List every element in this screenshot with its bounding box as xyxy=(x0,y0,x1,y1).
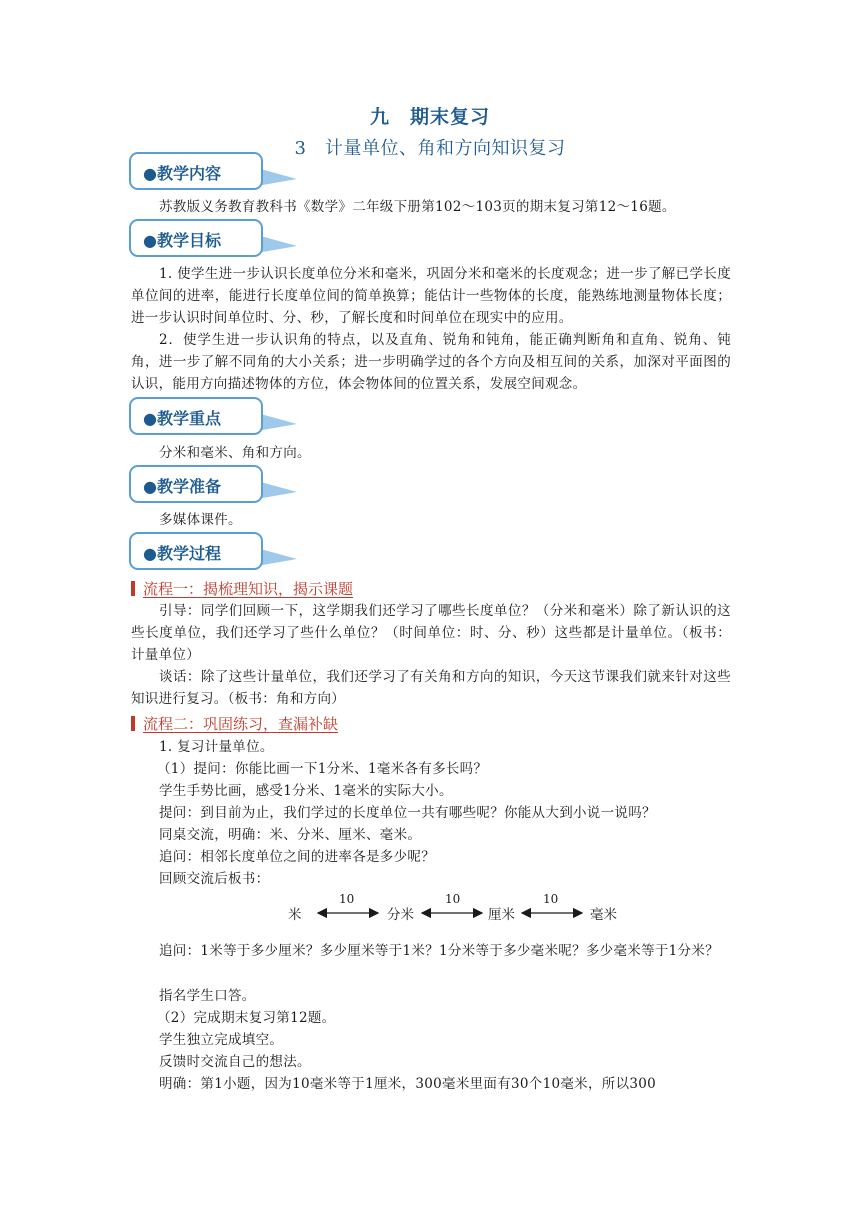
flow2-line: （1）提问：你能比画一下1分米、1毫米各有多长吗？ xyxy=(157,761,488,777)
flow2-line: 同桌交流，明确：米、分米、厘米、毫米。 xyxy=(159,827,422,843)
flow-title: 流程一：揭梳理知识，揭示课题 xyxy=(143,580,354,598)
flow-title: 流程二：巩固练习，查漏补缺 xyxy=(143,715,339,733)
flow2-line: 学生独立完成填空。 xyxy=(159,1032,284,1048)
flow-marker xyxy=(131,581,135,596)
flow2-line: 回顾交流后板书： xyxy=(159,871,270,887)
unit-label: 毫米 xyxy=(590,907,617,923)
section-title: ●教学准备 xyxy=(143,477,221,496)
goal-paragraph-2: 2．使学生进一步认识角的特点，以及直角、锐角和钝角，能正确判断角和直角、锐角、钝角，进一步了解不同角的大小关系；进一步明确学过的各个方向及相互间的关系，加深对平面图的认识，能用方向描述物体的方位，体会物体间的位置关系，发展空间观念。 xyxy=(131,332,731,392)
section-title: ●教学重点 xyxy=(143,409,221,428)
flow-marker xyxy=(131,716,135,731)
section-header-process xyxy=(129,532,299,574)
rate-label: 10 xyxy=(445,892,461,906)
flow2-line: 追问：相邻长度单位之间的进率各是多少呢？ xyxy=(159,849,435,865)
unit-label: 分米 xyxy=(387,907,414,923)
page-title: 九 期末复习 xyxy=(369,106,490,128)
double-arrows xyxy=(300,900,600,930)
section-title: ●教学目标 xyxy=(143,231,221,250)
flow-heading-1 xyxy=(131,578,353,599)
flow1-paragraph-1: 引导：同学们回顾一下，这学期我们还学习了哪些长度单位？（分米和毫米）除了新认识的这些长度单位，我们还学习了些什么单位？（时间单位：时、分、秒）这些都是计量单位。（板书：计量单位） xyxy=(131,603,731,663)
goal-paragraph-1: 1. 使学生进一步认识长度单位分米和毫米，巩固分米和毫米的长度观念；进一步了解已学长度单位间的进率，能进行长度单位间的简单换算；能估计一些物体的长度，能熟练地测量物体长度；进一步认识时间单位时、分、秒，了解长度和时间单位在现实中的应用。 xyxy=(131,266,731,326)
flow2-line: 反馈时交流自己的想法。 xyxy=(159,1054,311,1070)
section-header-focus xyxy=(129,397,299,439)
content-paragraph: 苏教版义务教育教科书《数学》二年级下册第102～103页的期末复习第12～16题。 xyxy=(159,199,676,215)
rate-label: 10 xyxy=(543,892,559,906)
focus-text: 分米和毫米、角和方向。 xyxy=(159,445,311,461)
section-header-goals xyxy=(129,219,299,261)
section-title: ●教学过程 xyxy=(143,544,221,563)
flow2-line: 1. 复习计量单位。 xyxy=(159,739,274,755)
flow2-line: 指名学生口答。 xyxy=(159,988,256,1004)
flow2-paragraph: 追问：1米等于多少厘米？多少厘米等于1米？1分米等于多少毫米呢？多少毫米等于1分米？ xyxy=(159,943,719,959)
flow1-paragraph-2: 谈话：除了这些计量单位，我们还学习了有关角和方向的知识，今天这节课我们就来针对这些知识进行复习。（板书：角和方向） xyxy=(131,669,731,707)
flow2-line: 学生手势比画，感受1分米、1毫米的实际大小。 xyxy=(159,783,453,799)
section-title: ●教学内容 xyxy=(143,164,221,183)
rate-label: 10 xyxy=(339,892,355,906)
section-header-prep xyxy=(129,465,299,507)
flow2-line: （2）完成期末复习第12题。 xyxy=(157,1010,336,1026)
page-subtitle: 3 计量单位、角和方向知识复习 xyxy=(294,138,566,159)
section-header-content xyxy=(129,152,299,194)
unit-label: 米 xyxy=(288,907,302,923)
flow-heading-2 xyxy=(131,713,338,734)
prep-text: 多媒体课件。 xyxy=(159,512,242,528)
unit-label: 厘米 xyxy=(488,907,515,923)
flow2-line: 提问：到目前为止，我们学过的长度单位一共有哪些呢？你能从大到小说一说吗？ xyxy=(159,805,656,821)
flow2-paragraph: 明确：第1小题，因为10毫米等于1厘米，300毫米里面有30个10毫米，所以300 xyxy=(159,1076,657,1092)
